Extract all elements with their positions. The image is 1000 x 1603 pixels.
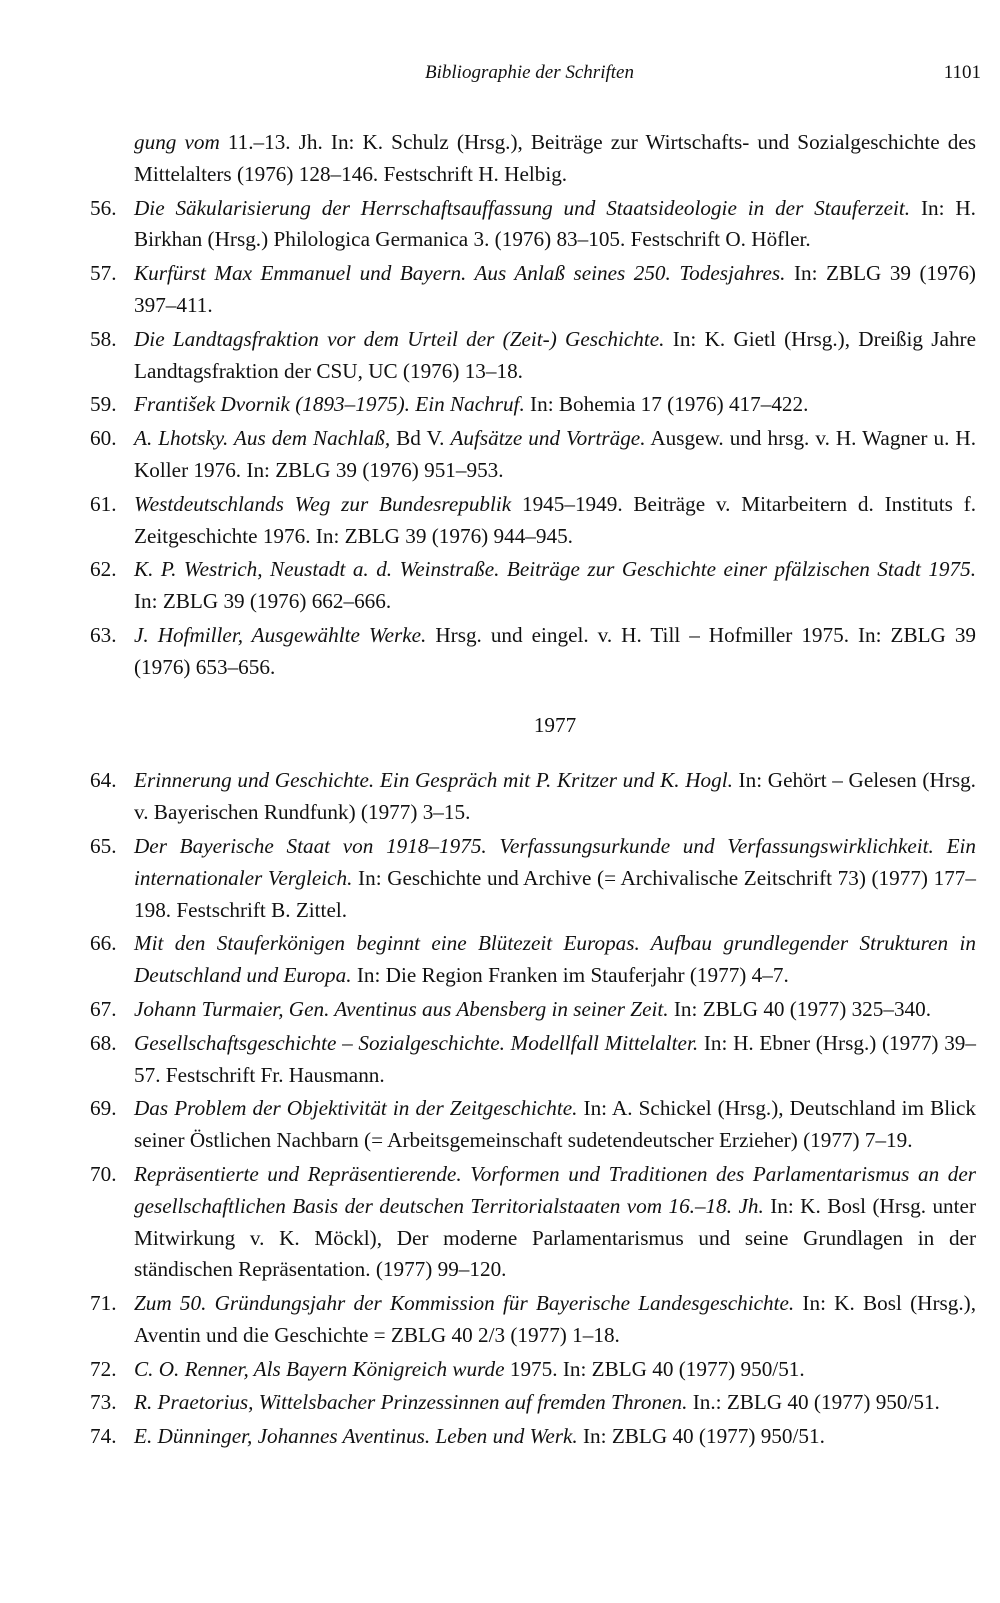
entry-citation: In: ZBLG 40 (1977) 950/51. [577,1424,825,1449]
entry-citation: In: K. Gietl (Hrsg.), Dreißig Jahre Landtagsfraktion der CSU, UC (1976) 13–18. [134,326,976,383]
entry-title: Das Problem der Objektivität in der Zeitgeschichte. [134,1096,578,1121]
entry-citation: In: ZBLG 39 (1976) 662–666. [134,589,392,614]
entry-title: C. O. Renner, Als Bayern Königreich wurde [134,1356,505,1381]
bibliography-entry [80,765,976,829]
entry-title: A. Lhotsky. Aus dem Nachlaß, [134,426,391,451]
entry-citation: In: Die Region Franken im Stauferjahr (1977) 4–7. [351,963,789,988]
bibliography-entry [80,1288,976,1352]
entry-number: 68. [90,1030,117,1055]
bibliography-entry [80,1387,976,1419]
entry-title: Johann Turmaier, Gen. Aventinus aus Abensberg in seiner Zeit. [134,996,669,1021]
entry-title: E. Dünninger, Johannes Aventinus. Leben und Werk. [134,1424,578,1449]
bibliography-entry [80,193,976,257]
entry-citation: In: K. Bosl (Hrsg. unter Mitwirkung v. K. Möckl), Der moderne Parlamentarismus und seine Grundlagen in der ständischen Repräsentation. (1977) 99–120. [134,1193,976,1282]
bibliography-entry [80,554,976,618]
entry-number: 70. [90,1161,117,1186]
entry-title: gung vom [134,130,220,154]
entry-number: 60. [90,426,117,451]
entry-number: 56. [90,195,117,220]
entry-title: Der Bayerische Staat von 1918–1975. Verfassungsurkunde und Verfassungswirklichkeit. Ein internationaler Vergleich. [134,833,976,890]
entry-number: 73. [90,1390,117,1415]
bibliography-entry [80,1354,976,1386]
entry-number: 57. [90,261,117,286]
entry-citation: Hrsg. und eingel. v. H. Till – Hofmiller 1975. In: ZBLG 39 (1976) 653–656. [134,622,977,679]
entry-citation: In: A. Schickel (Hrsg.), Deutschland im Blick seiner Östlichen Nachbarn (= Arbeitsgemeinschaft sudetendeutscher Erzieher) (1977) 7–19. [134,1096,976,1153]
entry-citation: Bd V. [390,426,451,451]
bibliography-entry [80,994,976,1026]
entry-number: 71. [90,1291,117,1316]
bibliography-entry [80,258,976,322]
running-title: Bibliographie der Schriften [425,62,634,83]
entry-title: František Dvornik (1893–1975). Ein Nachruf. [134,392,525,417]
bibliography-entry [80,1421,976,1453]
entry-citation: 11.–13. Jh. In: K. Schulz (Hrsg.), Beiträge zur Wirtschafts- und Sozialgeschichte des Mittelalters (1976) 128–146. Festschrift H. Helbig. [134,130,976,186]
entry-number: 67. [90,996,117,1021]
entry-citation: 1975. In: ZBLG 40 (1977) 950/51. [504,1356,805,1381]
year-heading: 1977 [533,712,577,737]
entry-title: Die Säkularisierung der Herrschaftsauffassung und Staatsideologie in der Stauferzeit. [134,195,911,220]
entry-title: Die Landtagsfraktion vor dem Urteil der (Zeit-) Geschichte. [134,326,665,351]
bibliography-entry [80,127,976,191]
entry-number: 74. [90,1424,117,1449]
entry-number: 61. [90,491,117,516]
running-head [0,58,1000,88]
entry-number: 62. [90,557,117,582]
entry-citation: In: Gehört – Gelesen (Hrsg. v. Bayerischen Rundfunk) (1977) 3–15. [134,768,976,825]
entries-1977 [80,765,976,1453]
entry-title: Aufsätze und Vorträge. [450,426,646,451]
entry-title: Kurfürst Max Emmanuel und Bayern. Aus Anlaß seines 250. Todesjahres. [134,261,786,286]
entry-citation: In.: ZBLG 40 (1977) 950/51. [687,1390,940,1415]
entry-number: 69. [90,1096,117,1121]
entry-number: 65. [90,833,117,858]
entry-number: 66. [90,931,117,956]
entry-citation: In: ZBLG 39 (1976) 397–411. [134,261,976,317]
entry-citation: In: H. Ebner (Hrsg.) (1977) 39–57. Festschrift Fr. Hausmann. [134,1030,976,1087]
entry-citation: Ausgew. und hrsg. v. H. Wagner u. H. Koller 1976. In: ZBLG 39 (1976) 951–953. [134,426,977,482]
entry-title: R. Praetorius, Wittelsbacher Prinzessinnen auf fremden Thronen. [134,1390,688,1415]
bibliography-entry [80,928,976,992]
bibliography-list [80,127,976,1455]
entry-citation: In: K. Bosl (Hrsg.), Aventin und die Geschichte = ZBLG 40 2/3 (1977) 1–18. [134,1291,976,1347]
bibliography-entry [80,389,976,421]
entry-number: 64. [90,768,117,793]
entry-citation: In: Bohemia 17 (1976) 417–422. [524,392,809,417]
entries-1976 [80,127,976,684]
bibliography-entry [80,620,976,684]
entry-citation: In: H. Birkhan (Hrsg.) Philologica Germanica 3. (1976) 83–105. Festschrift O. Höfler. [134,195,976,252]
bibliography-entry [80,423,976,487]
entry-title: K. P. Westrich, Neustadt a. d. Weinstraße. Beiträge zur Geschichte einer pfälzischen Stadt 1975. [134,557,976,582]
bibliography-entry [80,489,976,553]
entry-citation: In: ZBLG 40 (1977) 325–340. [668,996,932,1021]
entry-number: 59. [90,392,117,417]
entry-number: 58. [90,326,117,351]
entry-title: Mit den Stauferkönigen beginnt eine Blütezeit Europas. Aufbau grundlegender Strukturen in Deutschland und Europa. [134,931,976,988]
entry-title: Repräsentierte und Repräsentierende. Vorformen und Traditionen des Parlamentarismus an der gesellschaftlichen Basis der deutschen Territorialstaaten vom 16.–18. Jh. [134,1161,976,1218]
bibliography-entry [80,324,976,388]
entry-number: 63. [90,622,117,647]
entry-title: J. Hofmiller, Ausgewählte Werke. [134,622,427,647]
entry-title: Gesellschaftsgeschichte – Sozialgeschichte. Modellfall Mittelalter. [134,1030,699,1055]
entry-citation: 1945–1949. Beiträge v. Mitarbeitern d. Instituts f. Zeitgeschichte 1976. In: ZBLG 39 (1976) 944–945. [134,491,977,548]
entry-title: Erinnerung und Geschichte. Ein Gespräch mit P. Kritzer und K. Hogl. [134,768,733,793]
bibliography-entry [80,831,976,926]
entry-citation: In: Geschichte und Archive (= Archivalische Zeitschrift 73) (1977) 177–198. Festschrift B. Zittel. [134,865,976,922]
entry-number: 72. [90,1356,117,1381]
bibliography-entry [80,1159,976,1286]
entry-title: Zum 50. Gründungsjahr der Kommission für Bayerische Landesgeschichte. [134,1291,795,1316]
page-number: 1101 [943,62,981,83]
entry-title: Westdeutschlands Weg zur Bundesrepublik [134,491,512,516]
bibliography-entry [80,1093,976,1157]
bibliography-entry [80,1028,976,1092]
